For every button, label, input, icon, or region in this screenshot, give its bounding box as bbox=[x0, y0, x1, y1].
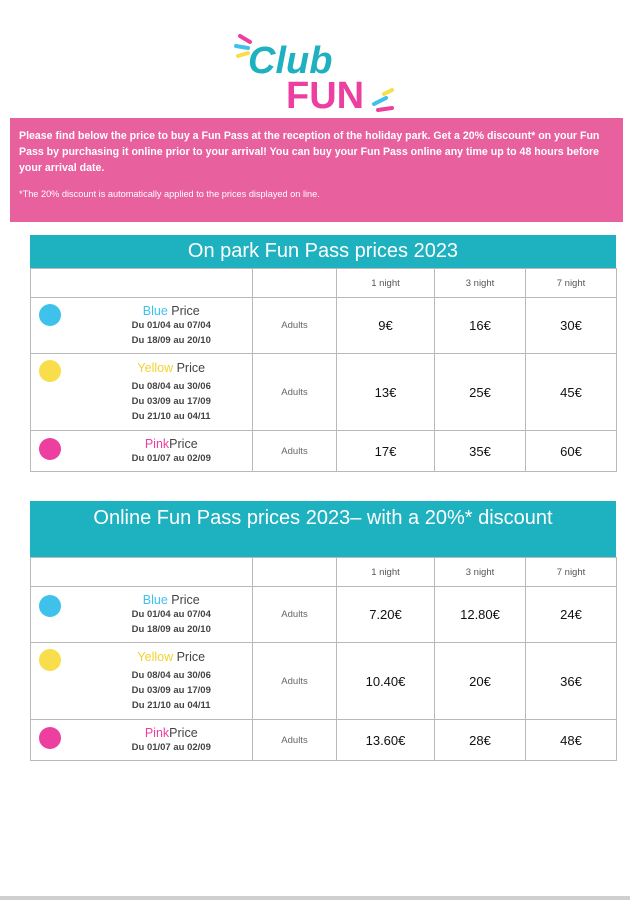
price-1-night: 13€ bbox=[337, 354, 435, 431]
banner-note: *The 20% discount is automatically applied to the prices displayed on line. bbox=[19, 189, 320, 199]
table-row-pink bbox=[31, 720, 617, 761]
pink-dot-icon bbox=[39, 438, 61, 460]
dot-cell bbox=[31, 643, 91, 720]
date-range: Du 08/04 au 30/06 bbox=[131, 669, 211, 681]
table-row-yellow bbox=[31, 354, 617, 431]
club-fun-logo bbox=[228, 28, 408, 114]
price-7-night: 24€ bbox=[526, 587, 617, 643]
header-3-night: 3 night bbox=[435, 269, 526, 298]
price-3-night: 12.80€ bbox=[435, 587, 526, 643]
category-cell: Adults bbox=[253, 587, 337, 643]
color-word-pink: Pink bbox=[144, 725, 170, 740]
date-range: Du 21/10 au 04/11 bbox=[131, 699, 211, 711]
logo-fun-text: FUN bbox=[286, 75, 365, 114]
online-prices-section bbox=[30, 501, 616, 761]
price-word: Price bbox=[173, 649, 206, 664]
price-3-night: 28€ bbox=[435, 720, 526, 761]
dot-cell bbox=[31, 354, 91, 431]
date-range: Du 01/07 au 02/09 bbox=[131, 452, 211, 464]
online-price-table bbox=[30, 557, 617, 761]
price-word: Price bbox=[173, 360, 206, 375]
header-empty bbox=[31, 558, 253, 587]
price-name-cell bbox=[91, 720, 253, 761]
yellow-dot-icon bbox=[39, 649, 61, 671]
price-3-night: 16€ bbox=[435, 298, 526, 354]
date-range: Du 03/09 au 17/09 bbox=[131, 395, 211, 407]
header-1-night: 1 night bbox=[337, 558, 435, 587]
header-7-night: 7 night bbox=[526, 558, 617, 587]
price-3-night: 35€ bbox=[435, 431, 526, 472]
blue-dot-icon bbox=[39, 304, 61, 326]
price-1-night: 17€ bbox=[337, 431, 435, 472]
on-park-prices-section bbox=[30, 235, 616, 472]
header-empty bbox=[253, 558, 337, 587]
date-range: Du 03/09 au 17/09 bbox=[131, 684, 211, 696]
table-header-row bbox=[31, 269, 617, 298]
price-word: Price bbox=[169, 725, 198, 740]
header-empty bbox=[31, 269, 253, 298]
date-range: Du 01/04 au 07/04 bbox=[131, 319, 211, 331]
info-banner bbox=[10, 118, 623, 222]
price-1-night: 7.20€ bbox=[337, 587, 435, 643]
date-range: Du 18/09 au 20/10 bbox=[131, 334, 211, 346]
price-1-night: 10.40€ bbox=[337, 643, 435, 720]
section-title: On park Fun Pass prices 2023 bbox=[30, 235, 616, 268]
logo-club-text: Club bbox=[248, 40, 333, 82]
category-cell: Adults bbox=[253, 298, 337, 354]
price-word: Price bbox=[167, 592, 200, 607]
color-word-blue: Blue bbox=[142, 592, 168, 607]
table-header-row bbox=[31, 558, 617, 587]
table-row-blue bbox=[31, 587, 617, 643]
category-cell: Adults bbox=[253, 354, 337, 431]
dot-cell bbox=[31, 298, 91, 354]
category-cell: Adults bbox=[253, 643, 337, 720]
color-word-yellow: Yellow bbox=[137, 360, 174, 375]
date-range: Du 21/10 au 04/11 bbox=[131, 410, 211, 422]
price-name-cell bbox=[91, 298, 253, 354]
on-park-price-table bbox=[30, 268, 617, 472]
blue-dot-icon bbox=[39, 595, 61, 617]
color-word-pink: Pink bbox=[144, 436, 170, 451]
price-name-cell bbox=[91, 587, 253, 643]
pink-dot-icon bbox=[39, 727, 61, 749]
category-cell: Adults bbox=[253, 720, 337, 761]
price-3-night: 20€ bbox=[435, 643, 526, 720]
price-7-night: 45€ bbox=[526, 354, 617, 431]
price-7-night: 36€ bbox=[526, 643, 617, 720]
color-word-blue: Blue bbox=[142, 303, 168, 318]
banner-text: Please find below the price to buy a Fun Pass at the reception of the holiday park. Get a 20% discount* on your Fun Pass by purchasing it online prior to your arrival! You can buy your Fun Pass online any time up to 48 hours before your arrival date. bbox=[19, 130, 600, 174]
price-7-night: 48€ bbox=[526, 720, 617, 761]
table-row-pink bbox=[31, 431, 617, 472]
yellow-dot-icon bbox=[39, 360, 61, 382]
dot-cell bbox=[31, 720, 91, 761]
price-1-night: 9€ bbox=[337, 298, 435, 354]
price-1-night: 13.60€ bbox=[337, 720, 435, 761]
price-7-night: 60€ bbox=[526, 431, 617, 472]
category-cell: Adults bbox=[253, 431, 337, 472]
table-row-yellow bbox=[31, 643, 617, 720]
bottom-divider bbox=[0, 896, 630, 900]
price-name-cell bbox=[91, 354, 253, 431]
header-3-night: 3 night bbox=[435, 558, 526, 587]
table-row-blue bbox=[31, 298, 617, 354]
section-title: Online Fun Pass prices 2023– with a 20%* discount bbox=[30, 501, 616, 557]
header-empty bbox=[253, 269, 337, 298]
price-word: Price bbox=[167, 303, 200, 318]
date-range: Du 01/04 au 07/04 bbox=[131, 608, 211, 620]
price-name-cell bbox=[91, 643, 253, 720]
price-3-night: 25€ bbox=[435, 354, 526, 431]
date-range: Du 18/09 au 20/10 bbox=[131, 623, 211, 635]
dot-cell bbox=[31, 431, 91, 472]
date-range: Du 08/04 au 30/06 bbox=[131, 380, 211, 392]
price-word: Price bbox=[169, 436, 198, 451]
header-1-night: 1 night bbox=[337, 269, 435, 298]
dot-cell bbox=[31, 587, 91, 643]
date-range: Du 01/07 au 02/09 bbox=[131, 741, 211, 753]
price-7-night: 30€ bbox=[526, 298, 617, 354]
price-name-cell bbox=[91, 431, 253, 472]
header-7-night: 7 night bbox=[526, 269, 617, 298]
color-word-yellow: Yellow bbox=[137, 649, 174, 664]
